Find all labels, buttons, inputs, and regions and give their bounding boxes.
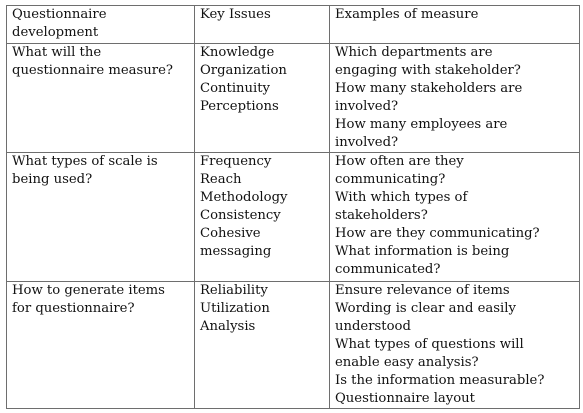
- cell-text: How often are they: [335, 154, 464, 169]
- questionnaire-table: [6, 5, 580, 409]
- header-text: Questionnaire: [12, 7, 107, 22]
- cell-text: Organization: [200, 63, 287, 78]
- cell-text: Consistency: [200, 208, 281, 223]
- cell-text: Ensure relevance of items: [335, 283, 510, 298]
- header-text: development: [12, 25, 99, 40]
- cell-text: Wording is clear and easily: [335, 301, 516, 316]
- cell-text: Knowledge: [200, 45, 275, 60]
- cell-text: Continuity: [200, 81, 270, 96]
- cell-text: messaging: [200, 244, 272, 259]
- examples-cell: [330, 153, 580, 282]
- header-text: Examples of measure: [335, 7, 479, 22]
- issues-cell: [195, 282, 330, 409]
- cell-text: engaging with stakeholder?: [335, 63, 521, 78]
- issues-cell: [195, 153, 330, 282]
- header-questionnaire-development: [7, 6, 195, 44]
- table-row: [7, 44, 580, 153]
- cell-text: How many stakeholders are: [335, 81, 523, 96]
- cell-text: questionnaire measure?: [12, 63, 173, 78]
- cell-text: Frequency: [200, 154, 272, 169]
- cell-text: Is the information measurable?: [335, 373, 545, 388]
- header-key-issues: [195, 6, 330, 44]
- header-examples-of-measure: [330, 6, 580, 44]
- cell-text: involved?: [335, 99, 399, 114]
- cell-text: Cohesive: [200, 226, 261, 241]
- cell-text: for questionnaire?: [12, 301, 135, 316]
- cell-text: What will the: [12, 45, 102, 60]
- cell-text: Reach: [200, 172, 242, 187]
- cell-text: Which departments are: [335, 45, 493, 60]
- cell-text: How to generate items: [12, 283, 165, 298]
- question-cell: [7, 282, 195, 409]
- cell-text: communicating?: [335, 172, 446, 187]
- table-row: [7, 282, 580, 409]
- question-cell: [7, 44, 195, 153]
- cell-text: enable easy analysis?: [335, 355, 479, 370]
- cell-text: involved?: [335, 135, 399, 150]
- cell-text: With which types of: [335, 190, 468, 205]
- cell-text: Questionnaire layout: [335, 391, 475, 406]
- examples-cell: [330, 282, 580, 409]
- cell-text: Utilization: [200, 301, 270, 316]
- cell-text: What information is being: [335, 244, 510, 259]
- header-text: Key Issues: [200, 7, 271, 22]
- cell-text: What types of scale is: [12, 154, 158, 169]
- cell-text: What types of questions will: [335, 337, 524, 352]
- cell-text: Perceptions: [200, 99, 279, 114]
- table-row: [7, 153, 580, 282]
- cell-text: Analysis: [200, 319, 256, 334]
- header-row: [7, 6, 580, 44]
- cell-text: understood: [335, 319, 411, 334]
- cell-text: communicated?: [335, 262, 441, 277]
- cell-text: Reliability: [200, 283, 268, 298]
- question-cell: [7, 153, 195, 282]
- cell-text: How are they communicating?: [335, 226, 540, 241]
- cell-text: Methodology: [200, 190, 288, 205]
- cell-text: being used?: [12, 172, 93, 187]
- issues-cell: [195, 44, 330, 153]
- cell-text: stakeholders?: [335, 208, 428, 223]
- examples-cell: [330, 44, 580, 153]
- cell-text: How many employees are: [335, 117, 508, 132]
